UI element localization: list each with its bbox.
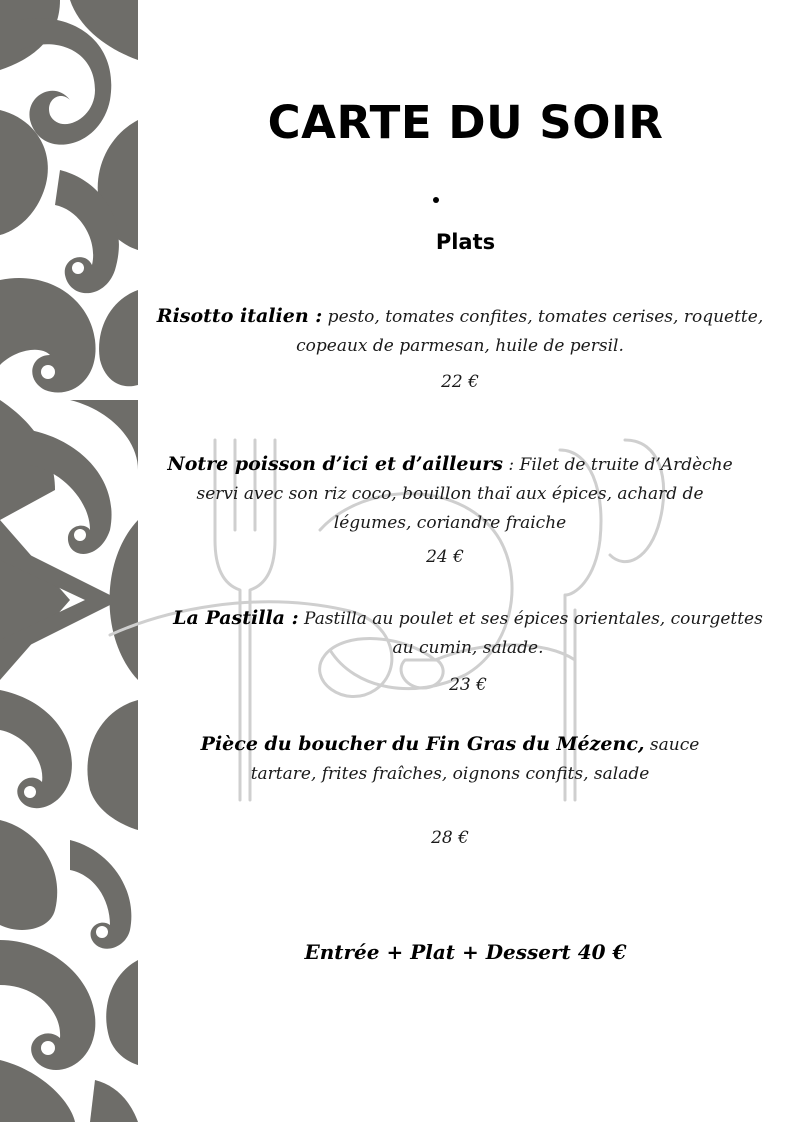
dish-description: : Filet de truite d’Ardèche servi avec son riz coco, bouillon thaï aux épices, achard de légumes, coriandre fraiche	[196, 455, 733, 533]
dish-description: Pastilla au poulet et ses épices orientales, courgettes au cumin, salade.	[298, 609, 763, 658]
dish-price: 24 €	[426, 547, 464, 567]
section-heading: Plats	[435, 230, 496, 254]
dish-name: Risotto italien :	[156, 305, 323, 327]
dish-name: Pièce du boucher du Fin Gras du Mézenc,	[200, 733, 645, 755]
dish-piece-du-boucher	[185, 730, 715, 789]
menu-formula-price: Entrée + Plat + Dessert 40 €	[304, 940, 627, 964]
title-bullet-divider	[433, 197, 439, 203]
dish-price: 23 €	[449, 675, 487, 695]
dish-name: Notre poisson d’ici et d’ailleurs	[167, 453, 504, 475]
page-title: CARTE DU SOIR	[267, 96, 664, 149]
dish-pastilla	[168, 604, 768, 663]
dish-name: La Pastilla :	[173, 607, 299, 629]
dish-description: sauce tartare, frites fraîches, oignons confits, salade	[250, 735, 700, 784]
dish-risotto	[150, 302, 770, 361]
dish-price: 22 €	[441, 372, 479, 392]
dish-description: pesto, tomates confites, tomates cerises, roquette, copeaux de parmesan, huile de persil.	[296, 307, 764, 356]
dish-poisson	[165, 450, 735, 538]
dish-price: 28 €	[431, 828, 469, 848]
